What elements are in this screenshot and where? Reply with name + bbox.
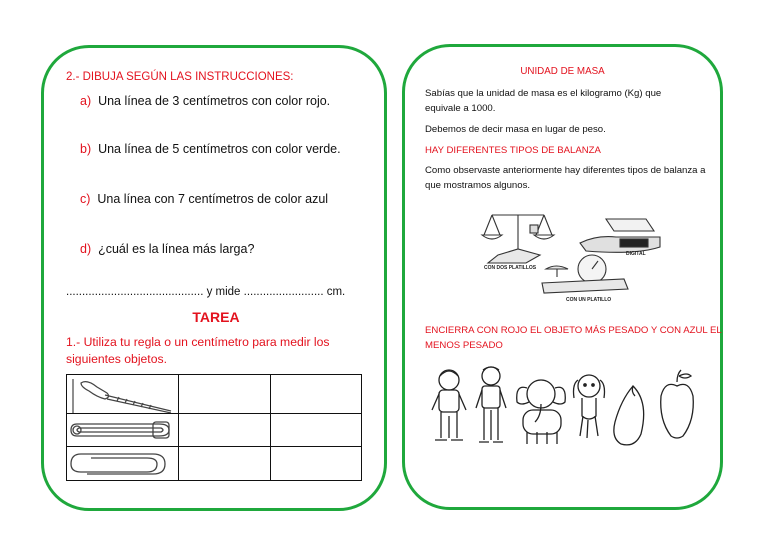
measure-cell [179,375,271,414]
homework-instruction [66,334,330,368]
homework-title: TAREA [192,309,240,325]
safety-pin-icon [67,414,177,446]
measurement-table [66,374,362,481]
mass-paragraph-1-line1: Sabías que la unidad de masa es el kilogramo (Kg) que [425,88,662,99]
table-row [67,447,362,481]
two-pan-label: CON DOS PLATILLOS [484,265,537,271]
item-marker: a) [80,94,92,108]
homework-instruction-line1: 1.- Utiliza tu regla o un centímetro para medir los [66,335,330,349]
boy-icon [429,368,469,448]
item-text: ¿cuál es la línea más larga? [98,242,255,256]
balance-paragraph-line1: Como observaste anteriormente hay diferentes tipos de balanza a [425,165,706,176]
apple-icon [657,368,697,448]
item-text: Una línea con 7 centímetros de color azul [97,192,329,206]
measure-cell [271,375,362,414]
screwdriver-icon [67,375,177,413]
homework-instruction-line2: siguientes objetos. [66,352,167,366]
object-cell [67,375,179,414]
draw-instructions-heading: 2.- DIBUJA SEGÚN LAS INSTRUCCIONES: [66,71,294,83]
mass-paragraph-2: Debemos de decir masa en lugar de peso. [425,124,606,135]
balance-paragraph-line2: que mostramos algunos. [425,180,531,191]
dog-icon [570,370,608,446]
item-marker: d) [80,242,92,256]
encircle-instruction [425,323,722,353]
mass-paragraph-1 [425,86,661,116]
balance-paragraph [425,163,706,193]
measure-cell [179,447,271,481]
papaya-icon [611,382,649,448]
man-icon [473,366,509,448]
paper-clip-icon [67,448,177,480]
answer-line: ........................................... y mide ......................... cm. [66,286,346,298]
instruction-item-b [80,142,341,156]
weight-comparison-objects [425,368,710,450]
instruction-item-c [80,192,328,206]
encircle-instruction-line1: ENCIERRA CON ROJO EL OBJETO MÁS PESADO Y CON AZUL EL [425,325,722,336]
item-marker: b) [80,142,92,156]
balances-illustration [478,205,678,310]
single-pan-scale-icon [540,249,630,297]
measure-cell [179,414,271,447]
digital-label: DIGITAL [626,251,646,257]
instruction-item-d [80,242,254,256]
measure-cell [271,447,362,481]
measure-cell [271,414,362,447]
table-row [67,414,362,447]
object-cell [67,414,179,447]
single-pan-label: CON UN PLATILLO [566,297,612,303]
mass-unit-title: UNIDAD DE MASA [520,66,605,77]
elephant-icon [511,376,567,448]
instruction-item-a [80,94,330,108]
item-marker: c) [80,192,91,206]
item-text: Una línea de 5 centímetros con color verde. [98,142,341,156]
item-text: Una línea de 3 centímetros con color rojo. [98,94,331,108]
encircle-instruction-line2: MENOS PESADO [425,340,503,351]
object-cell [67,447,179,481]
mass-paragraph-1-line2: equivale a 1000. [425,103,496,114]
balance-types-heading: HAY DIFERENTES TIPOS DE BALANZA [425,145,601,156]
table-row [67,375,362,414]
